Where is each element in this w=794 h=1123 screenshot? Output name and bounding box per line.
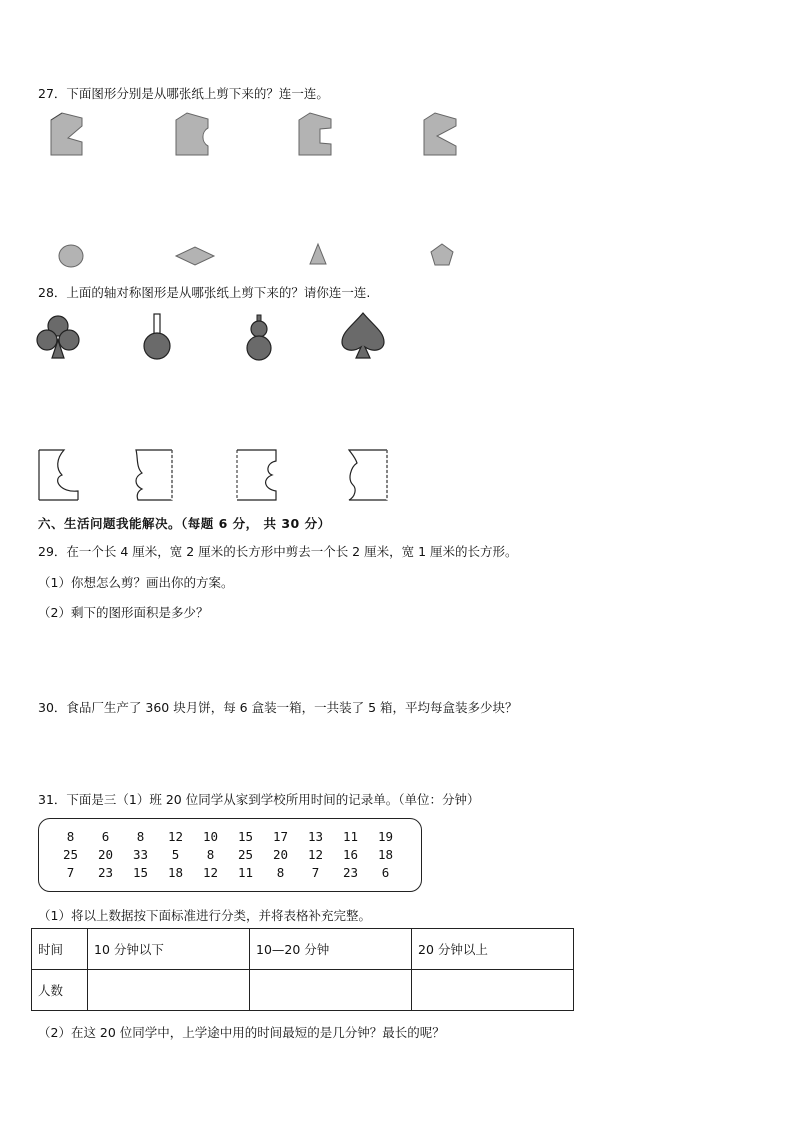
record-value: 6: [381, 864, 390, 880]
record-value: 8: [206, 846, 215, 862]
table-header-cell: 20 分钟以上: [412, 929, 574, 970]
records-row: [53, 845, 403, 863]
answer-cell[interactable]: [412, 970, 574, 1011]
records-row: [53, 827, 403, 845]
club-icon[interactable]: [36, 314, 80, 360]
record-value: 18: [167, 864, 184, 880]
cut-paper-piece-3[interactable]: [298, 112, 332, 156]
record-value: 7: [66, 864, 75, 880]
q29-text: 29．在一个长 4 厘米，宽 2 厘米的长方形中剪去一个长 2 厘米，宽 1 厘米的长方形。: [38, 544, 518, 559]
record-value: 33: [132, 846, 149, 862]
record-value: 10: [202, 828, 219, 844]
table-row: [32, 970, 574, 1011]
q31-sub2: （2）在这 20 位同学中，上学途中用的时间最短的是几分钟？最长的呢？: [38, 1025, 445, 1040]
record-value: 20: [97, 846, 114, 862]
record-value: 18: [377, 846, 394, 862]
answer-cell[interactable]: [250, 970, 412, 1011]
circle-shape[interactable]: [58, 244, 84, 268]
record-value: 12: [307, 846, 324, 862]
record-value: 15: [237, 828, 254, 844]
record-value: 8: [66, 828, 75, 844]
pentagon-shape[interactable]: [430, 243, 454, 266]
record-value: 25: [62, 846, 79, 862]
record-value: 15: [132, 864, 149, 880]
record-value: 8: [276, 864, 285, 880]
q29-sub1: （1）你想怎么剪？画出你的方案。: [38, 575, 234, 590]
record-value: 17: [272, 828, 289, 844]
table-row-label: 人数: [32, 970, 88, 1011]
cut-paper-piece-2[interactable]: [175, 112, 209, 156]
q31-sub1: （1）将以上数据按下面标准进行分类，并将表格补充完整。: [38, 908, 371, 923]
record-value: 25: [237, 846, 254, 862]
gourd-icon[interactable]: [244, 314, 274, 362]
folded-paper-2[interactable]: [132, 449, 174, 501]
q27-text: 27．下面图形分别是从哪张纸上剪下来的？连一连。: [38, 86, 329, 101]
record-value: 12: [167, 828, 184, 844]
record-value: 13: [307, 828, 324, 844]
cut-paper-piece-4[interactable]: [423, 112, 457, 156]
record-value: 11: [342, 828, 359, 844]
record-value: 6: [101, 828, 110, 844]
q29-sub2: （2）剩下的图形面积是多少？: [38, 605, 209, 620]
table-header-cell: 10—20 分钟: [250, 929, 412, 970]
table-header-row: [32, 929, 574, 970]
table-header-cell: 10 分钟以下: [88, 929, 250, 970]
folded-paper-4[interactable]: [345, 449, 389, 501]
table-header-cell: 时间: [32, 929, 88, 970]
records-box: [38, 818, 422, 892]
record-value: 12: [202, 864, 219, 880]
record-value: 23: [97, 864, 114, 880]
q30-text: 30．食品厂生产了 360 块月饼，每 6 盒装一箱，一共装了 5 箱，平均每盒装多少块？: [38, 700, 518, 715]
record-value: 11: [237, 864, 254, 880]
record-value: 16: [342, 846, 359, 862]
q31-text: 31．下面是三（1）班 20 位同学从家到学校所用时间的记录单。（单位：分钟）: [38, 792, 480, 807]
record-value: 8: [136, 828, 145, 844]
record-value: 20: [272, 846, 289, 862]
classification-table: [31, 928, 574, 1011]
cut-paper-piece-1[interactable]: [50, 112, 84, 156]
triangle-shape[interactable]: [308, 243, 328, 265]
pan-shape-icon[interactable]: [142, 313, 172, 361]
record-value: 5: [171, 846, 180, 862]
folded-paper-1[interactable]: [38, 449, 80, 501]
records-table: [53, 827, 403, 881]
spade-icon[interactable]: [340, 312, 386, 360]
q28-text: 28．上面的轴对称图形是从哪张纸上剪下来的？请你连一连.: [38, 285, 371, 300]
records-row: [53, 863, 403, 881]
folded-paper-3[interactable]: [236, 449, 280, 501]
section-title: 六、生活问题我能解决。（每题 6 分， 共 30 分）: [38, 516, 331, 531]
record-value: 23: [342, 864, 359, 880]
record-value: 19: [377, 828, 394, 844]
record-value: 7: [311, 864, 320, 880]
diamond-shape[interactable]: [175, 246, 215, 266]
answer-cell[interactable]: [88, 970, 250, 1011]
